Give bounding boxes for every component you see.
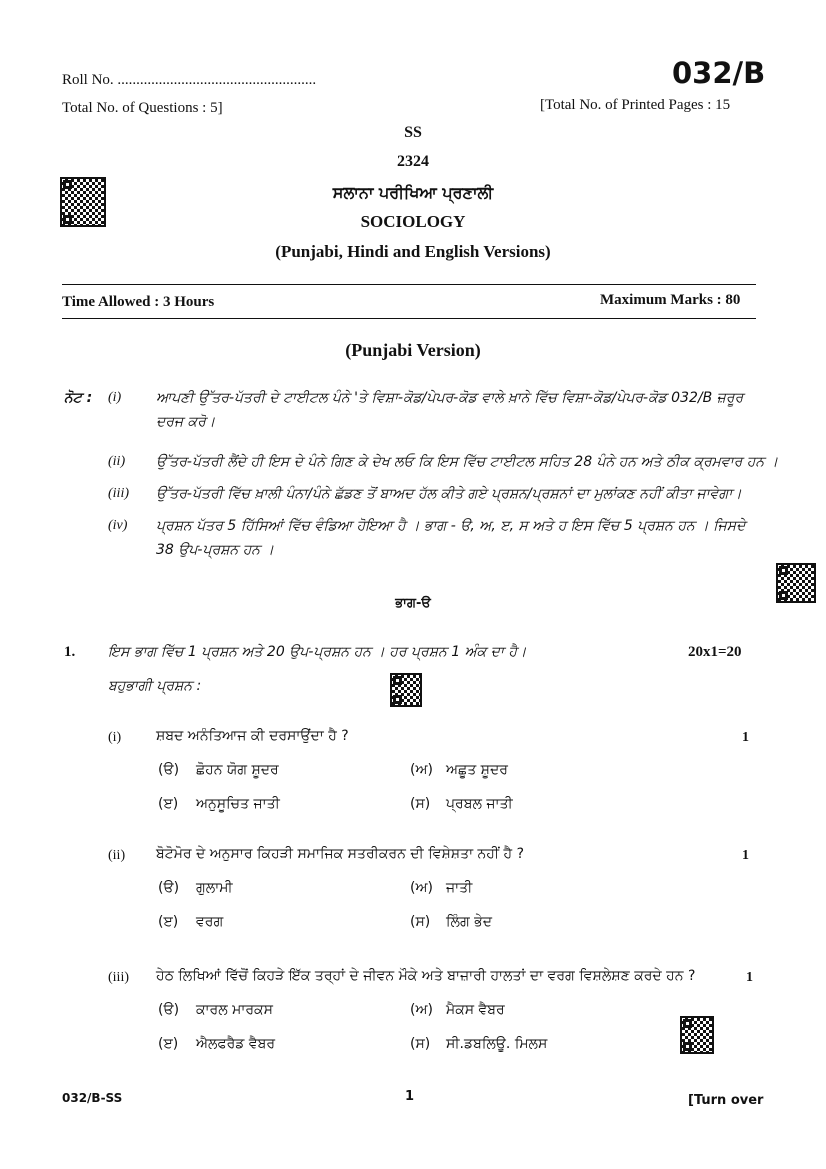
turn-over: [Turn over	[688, 1093, 764, 1108]
sub-ii-number: (ii)	[108, 848, 126, 863]
header-rule-bottom	[62, 318, 756, 319]
note-label: ਨੋਟ :	[64, 390, 93, 406]
sub-i-option-c: ਅਨੁਸੂਚਿਤ ਜਾਤੀ	[196, 796, 280, 812]
sub-ii-question: ਬੋਟੋਮੋਰ ਦੇ ਅਨੁਸਾਰ ਕਿਹੜੀ ਸਮਾਜਿਕ ਸਤਰੀਕਰਨ ਦੀ ਵਿਸ਼ੇਸ਼ਤਾ ਨਹੀਂ ਹੈ ?	[156, 846, 525, 862]
note-text-1: ਆਪਣੀ ਉੱਤਰ-ਪੱਤਰੀ ਦੇ ਟਾਈਟਲ ਪੰਨੇ 'ਤੇ ਵਿਸ਼ਾ-ਕੋਡ/ਪੇਪਰ-ਕੋਡ ਵਾਲੇ ਖ਼ਾਨੇ ਵਿੱਚ ਵਿਸ਼ਾ-ਕੋਡ/ਪੇਪਰ-ਕੋਡ 032/B ਜ਼ਰੂਰ	[156, 390, 744, 406]
sub-ii-option-a-label: (ੳ)	[158, 880, 180, 896]
sub-i-option-a: ਛੋਹਨ ਯੋਗ ਸ਼ੂਦਰ	[196, 762, 279, 778]
sub-i-option-b: ਅਛੂਤ ਸ਼ੂਦਰ	[446, 762, 508, 778]
sub-ii-marks: 1	[742, 848, 749, 863]
page-number: 1	[405, 1089, 415, 1104]
sub-ii-option-c: ਵਰਗ	[196, 914, 224, 930]
footer-code: 032/B-SS	[62, 1091, 123, 1105]
sub-i-option-d-label: (ਸ)	[410, 796, 431, 812]
sub-iii-option-c: ਐਲਫਰੈਡ ਵੈਬਰ	[196, 1036, 276, 1052]
sub-ii-option-d-label: (ਸ)	[410, 914, 431, 930]
exam-system: ਸਲਾਨਾ ਪਰੀਖਿਆ ਪ੍ਰਣਾਲੀ	[332, 183, 494, 202]
sub-i-option-b-label: (ਅ)	[410, 762, 433, 778]
sub-i-marks: 1	[742, 730, 749, 745]
version-title: (Punjabi Version)	[345, 340, 481, 360]
total-questions: Total No. of Questions : 5]	[62, 100, 223, 116]
note-text-3: ਉੱਤਰ-ਪੱਤਰੀ ਵਿੱਚ ਖ਼ਾਲੀ ਪੰਨਾ/ਪੰਨੇ ਛੱਡਣ ਤੋਂ ਬਾਅਦ ਹੱਲ ਕੀਤੇ ਗਏ ਪ੍ਰਸ਼ਨ/ਪ੍ਰਸ਼ਨਾਂ ਦਾ ਮੁਲਾਂਕਣ ਨਹੀਂ ਕੀਤਾ ਜਾਵੇਗਾ।	[156, 486, 742, 502]
qr-code-question	[390, 673, 422, 707]
note-text-4b: 38 ਉਪ-ਪ੍ਰਸ਼ਨ ਹਨ ।	[156, 542, 274, 558]
sub-iii-option-b: ਮੈਕਸ ਵੈਬਰ	[446, 1002, 505, 1018]
header-rule-top	[62, 284, 756, 285]
sub-iii-option-d: ਸੀ.ਡਬਲਿਊ. ਮਿਲਸ	[446, 1036, 548, 1052]
sub-i-option-d: ਪ੍ਰਬਲ ਜਾਤੀ	[446, 796, 513, 812]
maximum-marks: Maximum Marks : 80	[600, 292, 741, 308]
sub-i-option-a-label: (ੳ)	[158, 762, 180, 778]
sub-iii-option-d-label: (ਸ)	[410, 1036, 431, 1052]
sub-iii-option-a: ਕਾਰਲ ਮਾਰਕਸ	[196, 1002, 273, 1018]
sub-iii-option-b-label: (ਅ)	[410, 1002, 433, 1018]
sub-iii-marks: 1	[746, 970, 753, 985]
paper-code: 032/B	[672, 56, 766, 90]
qr-code-footer	[680, 1016, 714, 1054]
versions-title: (Punjabi, Hindi and English Versions)	[275, 242, 551, 261]
sub-iii-option-a-label: (ੳ)	[158, 1002, 180, 1018]
sub-ii-option-b-label: (ਅ)	[410, 880, 433, 896]
sub-iii-option-c-label: (ੲ)	[158, 1036, 179, 1052]
note-text-4: ਪ੍ਰਸ਼ਨ ਪੱਤਰ 5 ਹਿੱਸਿਆਂ ਵਿੱਚ ਵੰਡਿਆ ਹੋਇਆ ਹੈ । ਭਾਗ - ੳ, ਅ, ੲ, ਸ ਅਤੇ ਹ ਇਸ ਵਿੱਚ 5 ਪ੍ਰਸ਼ਨ ਹਨ । ਜਿਸਦੇ	[156, 518, 746, 534]
section-title: ਭਾਗ-ੳ	[395, 596, 431, 611]
note-text-2: ਉੱਤਰ-ਪੱਤਰੀ ਲੈਂਦੇ ਹੀ ਇਸ ਦੇ ਪੰਨੇ ਗਿਣ ਕੇ ਦੇਖ ਲਓ ਕਿ ਇਸ ਵਿੱਚ ਟਾਈਟਲ ਸਹਿਤ 28 ਪੰਨੇ ਹਨ ਅਤੇ ਠੀਕ ਕ੍ਰਮਵਾਰ ਹਨ ।	[156, 454, 779, 470]
roll-no: Roll No. .....................................................	[62, 72, 317, 88]
question-1-type: ਬਹੁਭਾਗੀ ਪ੍ਰਸ਼ਨ :	[108, 678, 202, 694]
sub-iii-number: (iii)	[108, 970, 129, 985]
subject-title: SOCIOLOGY	[360, 212, 466, 231]
sub-i-question: ਸ਼ਬਦ ਅਨੰਤਿਆਜ ਕੀ ਦਰਸਾਉਂਦਾ ਹੈ ?	[156, 728, 349, 744]
note-num-1: (i)	[108, 390, 122, 405]
sub-i-option-c-label: (ੲ)	[158, 796, 179, 812]
note-text-1b: ਦਰਜ ਕਰੋ।	[156, 414, 216, 430]
subject-code: SS	[404, 124, 422, 141]
total-pages: [Total No. of Printed Pages : 15	[540, 97, 731, 113]
note-num-4: (iv)	[108, 518, 128, 533]
question-1-text: ਇਸ ਭਾਗ ਵਿੱਚ 1 ਪ੍ਰਸ਼ਨ ਅਤੇ 20 ਉਪ-ਪ੍ਰਸ਼ਨ ਹਨ । ਹਰ ਪ੍ਰਸ਼ਨ 1 ਅੰਕ ਦਾ ਹੈ।	[108, 644, 527, 660]
sub-i-number: (i)	[108, 730, 122, 745]
sub-ii-option-c-label: (ੲ)	[158, 914, 179, 930]
paper-number: 2324	[397, 153, 429, 170]
note-num-2: (ii)	[108, 454, 126, 469]
sub-ii-option-b: ਜਾਤੀ	[446, 880, 473, 896]
question-1-marks: 20x1=20	[688, 644, 742, 660]
sub-ii-option-d: ਲਿੰਗ ਭੇਦ	[446, 914, 493, 930]
question-1-number: 1.	[64, 644, 76, 660]
qr-code-header	[60, 177, 106, 227]
time-allowed: Time Allowed : 3 Hours	[62, 294, 215, 310]
note-num-3: (iii)	[108, 486, 129, 501]
sub-ii-option-a: ਗੁਲਾਮੀ	[196, 880, 233, 896]
sub-iii-question: ਹੇਠ ਲਿਖਿਆਂ ਵਿੱਚੋਂ ਕਿਹੜੇ ਇੱਕ ਤਰ੍ਹਾਂ ਦੇ ਜੀਵਨ ਮੌਕੇ ਅਤੇ ਬਾਜ਼ਾਰੀ ਹਾਲਤਾਂ ਦਾ ਵਰਗ ਵਿਸ਼ਲੇਸ਼ਣ ਕਰਦੇ ਹਨ ?	[156, 968, 696, 984]
